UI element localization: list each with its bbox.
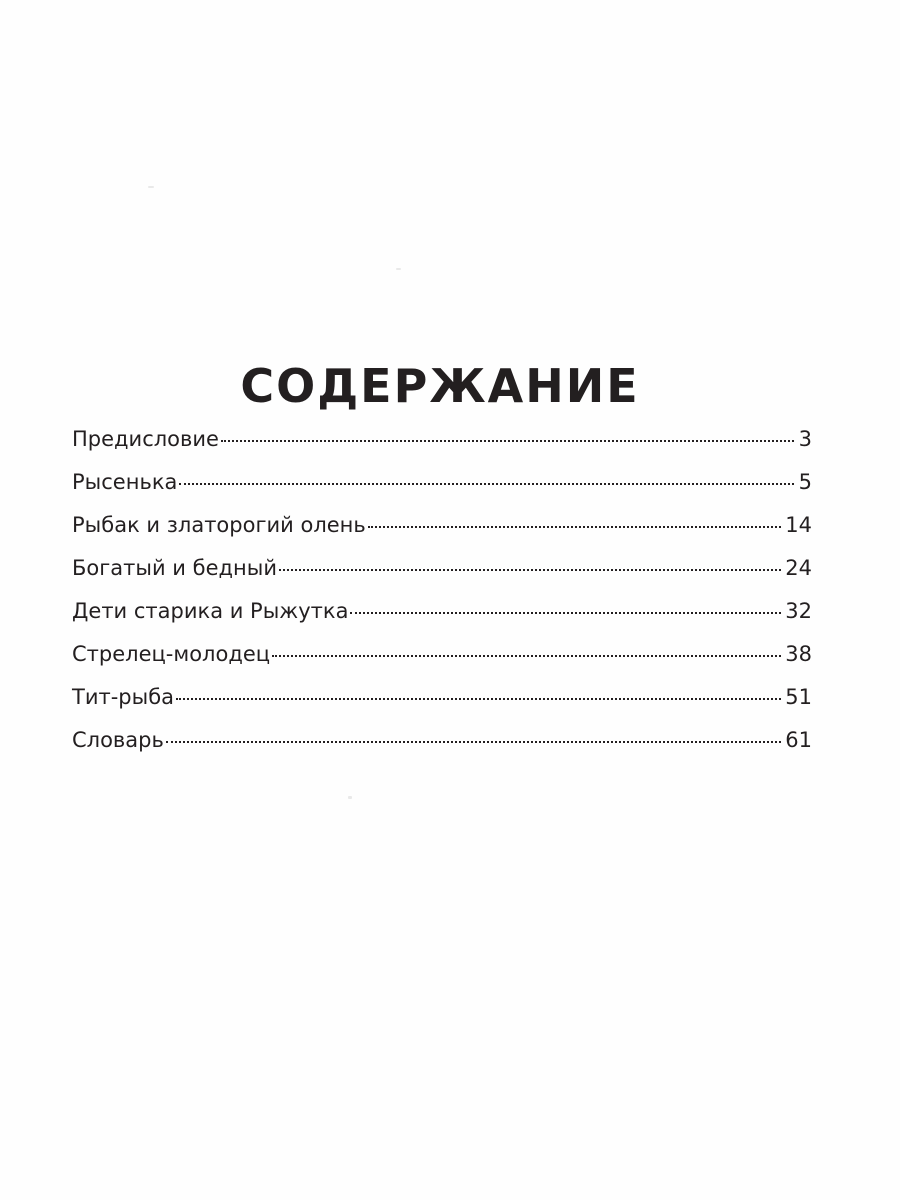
paper-speck: [348, 796, 352, 799]
toc-entry-title: Предисловие: [72, 427, 219, 451]
dot-leader: [350, 610, 781, 614]
toc-entry-page-number: 24: [785, 556, 812, 580]
toc-entry-page-number: 3: [798, 427, 812, 451]
toc-entry-page-number: 5: [798, 470, 812, 494]
paper-speck: [148, 186, 154, 188]
dot-leader: [368, 524, 782, 528]
dot-leader: [179, 481, 794, 485]
toc-entry-title: Богатый и бедный: [72, 556, 277, 580]
dot-leader: [272, 653, 781, 657]
toc-entry-title: Словарь: [72, 728, 164, 752]
toc-entry-title: Рыбак и златорогий олень: [72, 513, 366, 537]
paper-speck: [396, 268, 401, 270]
toc-entry[interactable]: [72, 719, 812, 762]
toc-entry[interactable]: [72, 633, 812, 676]
toc-entry-title: Стрелец-молодец: [72, 642, 271, 666]
toc-entry[interactable]: [72, 504, 812, 547]
dot-leader: [176, 696, 781, 700]
table-of-contents: [72, 418, 812, 762]
dot-leader: [166, 739, 781, 743]
toc-entry-page-number: 51: [785, 685, 812, 709]
dot-leader: [221, 438, 794, 442]
toc-entry[interactable]: [72, 461, 812, 504]
toc-entry-title: Дети старика и Рыжутка: [72, 599, 349, 623]
toc-entry[interactable]: [72, 547, 812, 590]
dot-leader: [279, 567, 781, 571]
toc-entry[interactable]: [72, 676, 812, 719]
toc-entry-title: Тит-рыба: [72, 685, 175, 709]
toc-entry-title: Рысенька: [72, 470, 178, 494]
toc-entry[interactable]: [72, 590, 812, 633]
toc-entry[interactable]: [72, 418, 812, 461]
toc-entry-page-number: 38: [785, 642, 812, 666]
toc-entry-page-number: 14: [785, 513, 812, 537]
toc-entry-page-number: 61: [785, 728, 812, 752]
toc-entry-page-number: 32: [785, 599, 812, 623]
page-title: СОДЕРЖАНИЕ: [240, 358, 640, 413]
